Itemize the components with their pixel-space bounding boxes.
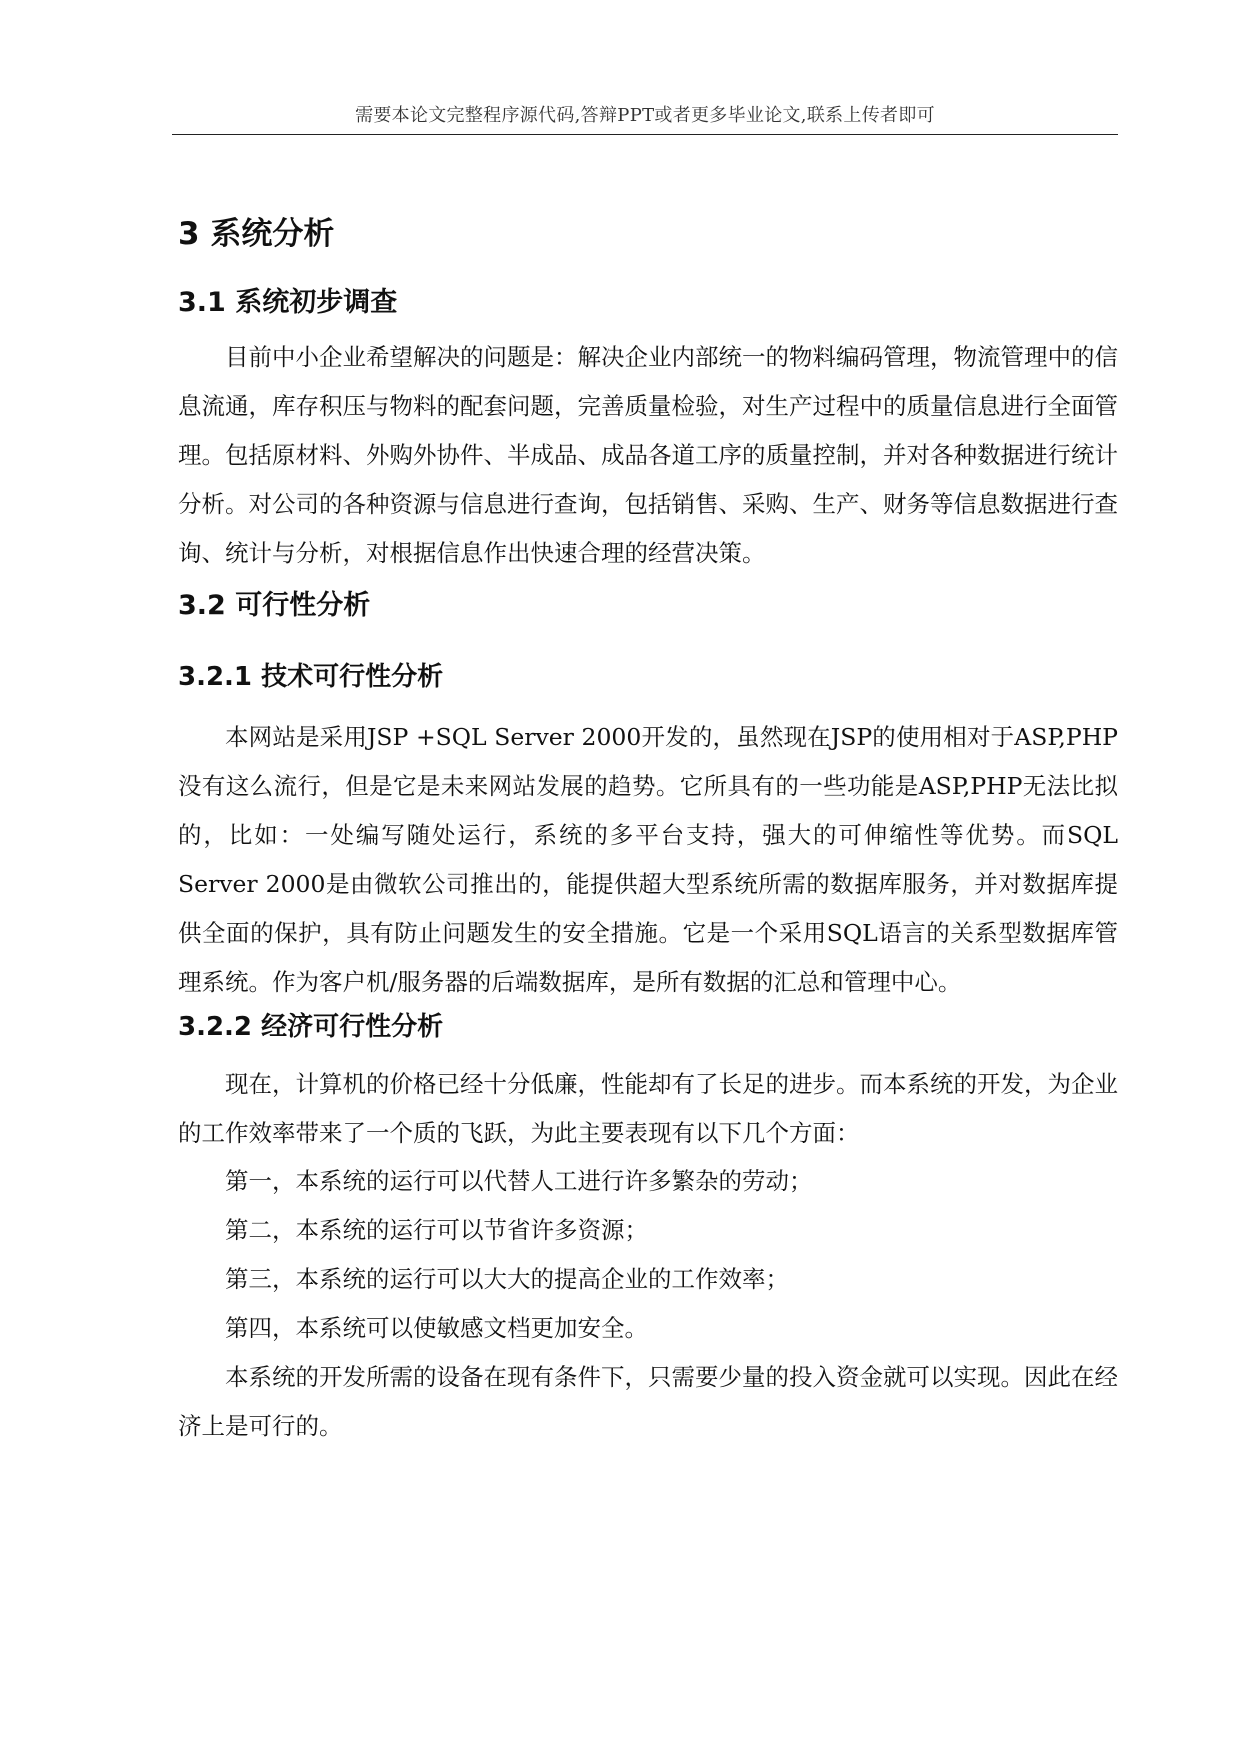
list-item-4: 第四，本系统可以使敏感文档更加安全。 [225, 1314, 648, 1342]
list-item-2: 第二，本系统的运行可以节省许多资源； [225, 1216, 648, 1244]
subsection-heading-3-2-2: 3.2.2 经济可行性分析 [178, 1012, 444, 1042]
paragraph-3-2-2-intro: 现在，计算机的价格已经十分低廉，性能却有了长足的进步。而本系统的开发，为企业的工作效率带来了一个质的飞跃，为此主要表现有以下几个方面： [178, 1070, 1118, 1147]
paragraph-3-2-1: 本网站是采用JSP +SQL Server 2000开发的，虽然现在JSP的使用相对于ASP,PHP没有这么流行，但是它是未来网站发展的趋势。它所具有的一些功能是ASP,PHP无法比拟的，比如：一处编写随处运行，系统的多平台支持，强大的可伸缩性等优势。而SQL Server 2000是由微软公司推出的，能提供超大型系统所需的数据库服务，并对数据库提供全面的保护，具有防止问题发生的安全措施。它是一个采用SQL语言的关系型数据库管理系统。作为客户机/服务器的后端数据库，是所有数据的汇总和管理中心。 [178, 723, 1118, 996]
chapter-heading: 3 系统分析 [178, 216, 335, 252]
section-heading-3-2: 3.2 可行性分析 [178, 590, 371, 621]
page-header: 需要本论文完整程序源代码,答辩PPT或者更多毕业论文,联系上传者即可 [355, 105, 935, 126]
header-divider [172, 134, 1118, 135]
paragraph-3-2-2-conclusion: 本系统的开发所需的设备在现有条件下，只需要少量的投入资金就可以实现。因此在经济上是可行的。 [178, 1363, 1118, 1440]
list-item-3: 第三，本系统的运行可以大大的提高企业的工作效率； [225, 1265, 789, 1293]
section-heading-3-1: 3.1 系统初步调查 [178, 287, 398, 318]
list-item-1: 第一，本系统的运行可以代替人工进行许多繁杂的劳动； [225, 1167, 813, 1195]
paragraph-3-1: 目前中小企业希望解决的问题是：解决企业内部统一的物料编码管理，物流管理中的信息流通，库存积压与物料的配套问题，完善质量检验，对生产过程中的质量信息进行全面管理。包括原材料、外购外协件、半成品、成品各道工序的质量控制，并对各种数据进行统计分析。对公司的各种资源与信息进行查询，包括销售、采购、生产、财务等信息数据进行查询、统计与分析，对根据信息作出快速合理的经营决策。 [178, 343, 1118, 567]
subsection-heading-3-2-1: 3.2.1 技术可行性分析 [178, 662, 444, 692]
